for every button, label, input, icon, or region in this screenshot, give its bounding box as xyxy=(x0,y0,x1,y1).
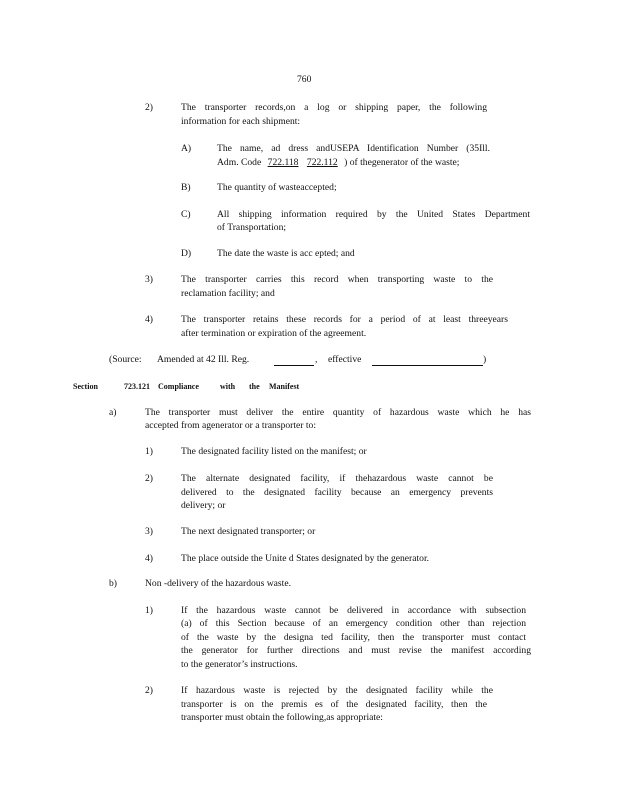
item-text-line: transporter is on the premis es of the designated facility, then the xyxy=(181,699,487,710)
subsection-label: b) xyxy=(109,578,117,589)
item-text-line: of Transportation; xyxy=(217,222,287,233)
item-text-line: The transporter retains these records for a period of at least threeyears xyxy=(181,314,508,325)
item-label: 1) xyxy=(145,605,153,616)
item-text-line: The quantity of wasteaccepted; xyxy=(217,182,337,193)
source-close: ) xyxy=(483,354,487,365)
subsection-label: a) xyxy=(109,407,117,418)
item-text-line: The alternate designated facility, if thehazardous waste cannot be xyxy=(181,473,493,484)
item-label: 4) xyxy=(145,314,153,325)
item-text-line: delivery; or xyxy=(181,500,226,511)
item-text-line: If the hazardous waste cannot be delivered in accordance with subsection xyxy=(181,605,526,616)
item-text-line: The date the waste is acc epted; and xyxy=(217,248,355,259)
item-text-line: information for each shipment: xyxy=(181,116,301,127)
item-label: 4) xyxy=(145,553,153,564)
item-label: 1) xyxy=(145,446,153,457)
item-text-line: If hazardous waste is rejected by the designated facility while the xyxy=(181,685,493,696)
item-text-line: The transporter records,on a log or shipping paper, the following xyxy=(181,102,487,113)
code-reference-link[interactable]: 722.118 xyxy=(267,157,299,168)
section-number: 723.121 xyxy=(124,382,150,391)
item-text-line: to the generator’s instructions. xyxy=(181,659,298,670)
item-label: B) xyxy=(181,182,191,193)
item-label: A) xyxy=(181,143,192,154)
subsection-text-line: Non -delivery of the hazardous waste. xyxy=(145,578,291,589)
item-text-line: transporter must obtain the following,as appropriate: xyxy=(181,712,383,723)
source-prefix: (Source: xyxy=(109,354,142,365)
item-label: 2) xyxy=(145,473,153,484)
item-text-line xyxy=(217,156,459,170)
item-label: 3) xyxy=(145,274,153,285)
subsection-text-line: accepted from agenerator or a transporter to: xyxy=(145,420,317,431)
blank-line-reg xyxy=(274,365,314,366)
section-title-word: the xyxy=(249,382,260,391)
source-effective: effective xyxy=(328,354,362,365)
item-text-line: delivered to the designated facility because an emergency prevents xyxy=(181,487,493,498)
item-label: D) xyxy=(181,248,192,259)
item-text-line: reclamation facility; and xyxy=(181,288,275,299)
item-text-line: of the waste by the designa ted facility, then the transporter must contact xyxy=(181,632,526,643)
section-word: Section xyxy=(73,382,98,391)
item-label: 2) xyxy=(145,685,153,696)
source-comma: , xyxy=(315,354,318,365)
blank-line-effective xyxy=(372,365,483,366)
item-text-line: after termination or expiration of the agreement. xyxy=(181,328,367,339)
item-text-line: The transporter carries this record when transporting waste to the xyxy=(181,274,493,285)
item-text-line: The designated facility listed on the manifest; or xyxy=(181,446,367,457)
item-label: 2) xyxy=(145,102,153,113)
section-title-word: with xyxy=(220,382,236,391)
item-label: 3) xyxy=(145,526,153,537)
item-text-line: (a) of this Section because of an emergency condition other than rejection xyxy=(181,618,526,629)
code-prefix: Adm. Code xyxy=(217,157,262,168)
item-text-line: The next designated transporter; or xyxy=(181,526,316,537)
item-text-line: the generator for further directions and must revise the manifest according xyxy=(181,645,531,656)
section-title-word: Manifest xyxy=(269,382,300,391)
page-number: 760 xyxy=(297,74,312,85)
section-title-word: Compliance xyxy=(158,382,199,391)
code-suffix: ) of thegenerator of the waste; xyxy=(344,157,460,168)
item-text-line: All shipping information required by the United States Department xyxy=(217,209,530,220)
code-reference-link[interactable]: 722.112 xyxy=(306,157,338,168)
source-text: Amended at 42 Ill. Reg. xyxy=(157,354,250,365)
item-text-line: The name, ad dress andUSEPA Identification Number (35Ill. xyxy=(217,143,490,154)
item-label: C) xyxy=(181,209,191,220)
item-text-line: The place outside the Unite d States designated by the generator. xyxy=(181,553,430,564)
subsection-text-line: The transporter must deliver the entire quantity of hazardous waste which he has xyxy=(145,407,531,418)
